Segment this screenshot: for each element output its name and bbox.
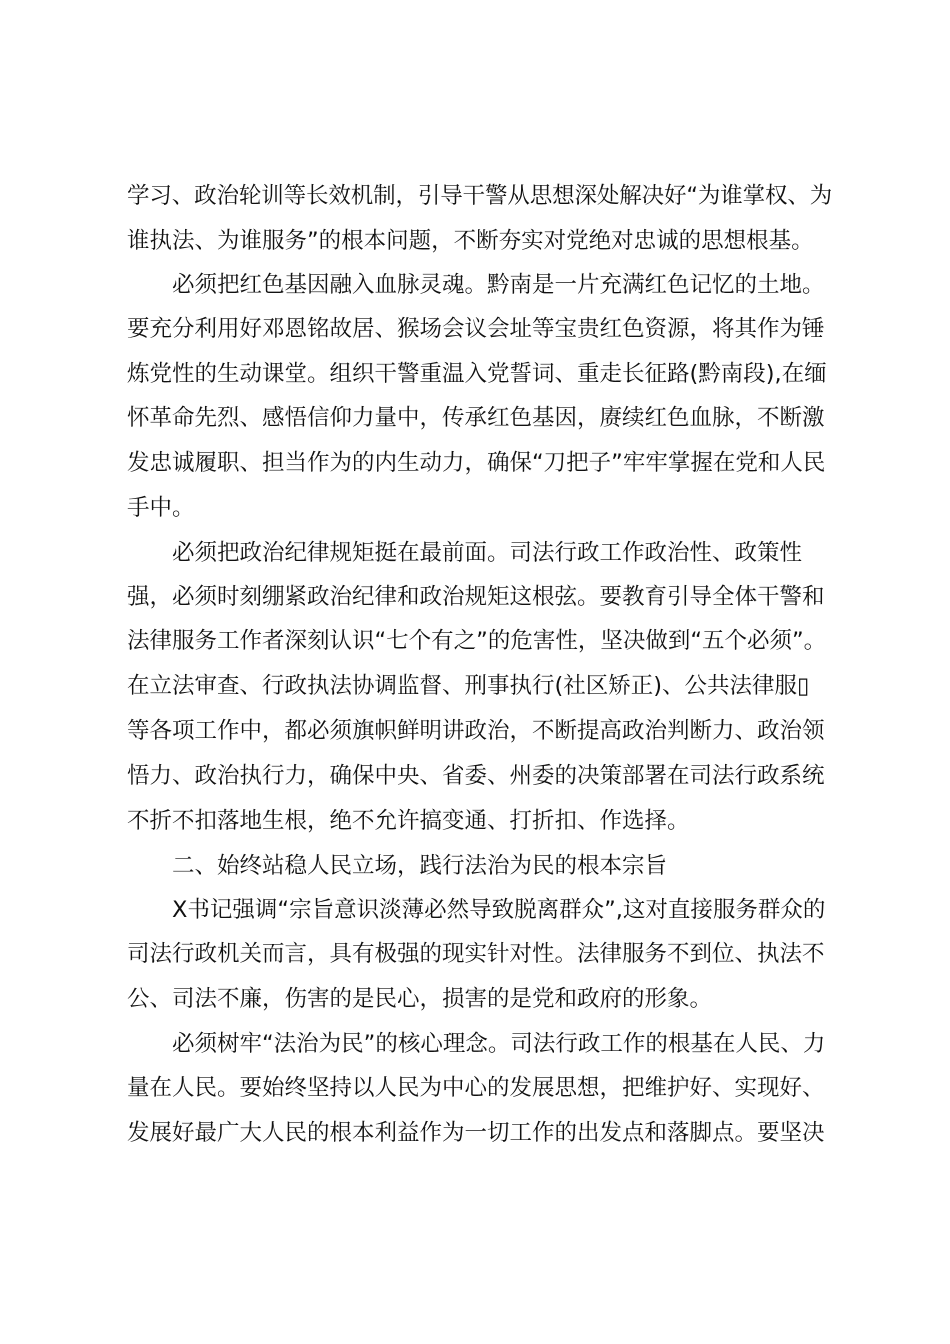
section-heading: 二、始终站稳人民立场，践行法治为民的根本宗旨 bbox=[172, 853, 668, 879]
text-line-19: 公、司法不廉，伤害的是民心，损害的是党和政府的形象。 bbox=[127, 986, 713, 1012]
text-line-12: 在立法审查、行政执法协调监督、刑事执行(社区矫正)、公共法律服▯ bbox=[127, 673, 810, 699]
text-line-5: 炼党性的生动课堂。组织干警重温入党誓词、重走长征路(黔南段),在缅 bbox=[127, 361, 827, 387]
text-line-15: 不折不扣落地生根，绝不允许搞变通、打折扣、作选择。 bbox=[127, 808, 690, 834]
text-line-18: 司法行政机关而言，具有极强的现实针对性。法律服务不到位、执法不 bbox=[127, 941, 825, 967]
text-line-22: 发展好最广大人民的根本利益作为一切工作的出发点和落脚点。要坚决 bbox=[127, 1120, 825, 1146]
text-line-20: 必须树牢“法治为民”的核心理念。司法行政工作的根基在人民、力 bbox=[172, 1031, 826, 1057]
text-line-7: 发忠诚履职、担当作为的内生动力，确保“刀把子”牢牢掌握在党和人民 bbox=[127, 450, 826, 476]
text-line-8: 手中。 bbox=[127, 495, 195, 521]
text-line-6: 怀革命先烈、感悟信仰力量中，传承红色基因，赓续红色血脉，不断激 bbox=[127, 405, 825, 431]
text-line-3: 必须把红色基因融入血脉灵魂。黔南是一片充满红色记忆的土地。 bbox=[172, 272, 825, 298]
text-line-9: 必须把政治纪律规矩挺在最前面。司法行政工作政治性、政策性 bbox=[172, 540, 803, 566]
text-line-4: 要充分利用好邓恩铭故居、猴场会议会址等宝贵红色资源，将其作为锤 bbox=[127, 316, 825, 342]
text-line-11: 法律服务工作者深刻认识“七个有之”的危害性，坚决做到“五个必须”。 bbox=[127, 628, 827, 654]
text-line-21: 量在人民。要始终坚持以人民为中心的发展思想，把维护好、实现好、 bbox=[127, 1075, 825, 1101]
text-line-13: 等各项工作中，都必须旗帜鲜明讲政治，不断提高政治判断力、政治领 bbox=[127, 718, 825, 744]
text-line-17: X书记强调“宗旨意识淡薄必然导致脱离群众”,这对直接服务群众的 bbox=[172, 897, 826, 923]
text-line-1: 学习、政治轮训等长效机制，引导干警从思想深处解决好“为谁掌权、为 bbox=[127, 183, 833, 209]
text-line-10: 强，必须时刻绷紧政治纪律和政治规矩这根弦。要教育引导全体干警和 bbox=[127, 584, 825, 610]
text-line-2: 谁执法、为谁服务”的根本问题，不断夯实对党绝对忠诚的思想根基。 bbox=[127, 228, 814, 254]
text-line-14: 悟力、政治执行力，确保中央、省委、州委的决策部署在司法行政系统 bbox=[127, 763, 825, 789]
